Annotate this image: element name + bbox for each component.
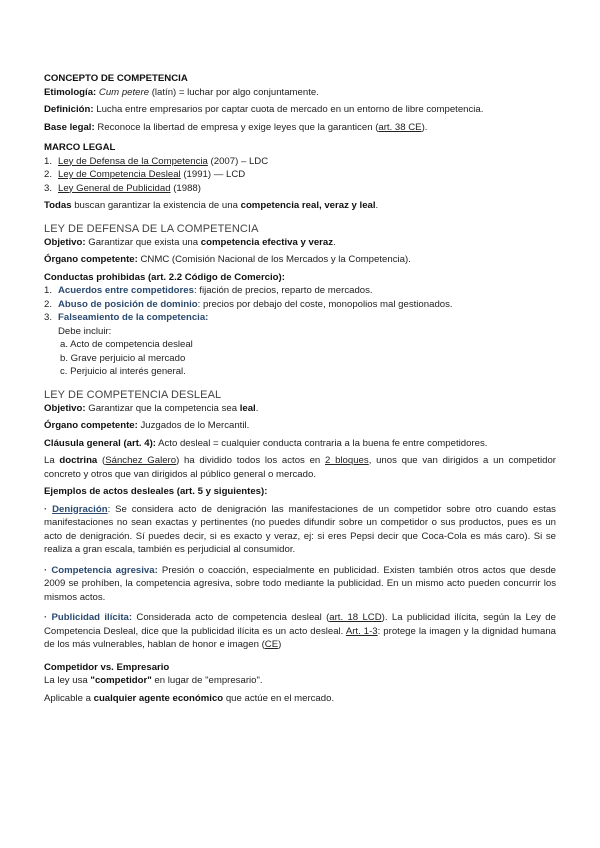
ldc-title: LEY DE DEFENSA DE LA COMPETENCIA [44,222,259,235]
todas-line [44,199,556,213]
lcd-objetivo-end: . [255,402,259,414]
conductas-title: Conductas prohibidas (art. 2.2 Código de Comercio): [44,271,285,283]
doctrina-end: , unos que van dirigidos a un competidor concreto y otros que van dirigidos al público general o mercado. [44,455,556,480]
doctrina-link[interactable]: Sánchez Galero [105,455,177,466]
law-link-lgp[interactable]: Ley General de Publicidad [58,182,171,194]
bullet: · [44,503,53,515]
conducta-label: Abuso de posición de dominio [58,298,198,310]
comp-line1-pre: La ley usa [44,675,91,686]
etimologia-label: Etimología: [44,86,97,98]
sub-item-b: b. Grave perjuicio al mercado [60,352,186,364]
doctrina-open: ( [97,455,106,466]
law-link-lcd[interactable]: Ley de Competencia Desleal [58,169,181,180]
list-number: 1. [44,155,53,167]
publicidad-end: ) [278,639,282,650]
doctrina-paragraph [44,454,556,481]
publicidad-text-3: : protege la imagen y la dignidad humana de los más vulnerables, hablan de honor e imagen ( [44,625,556,650]
conducta-text: : fijación de precios, reparto de mercados. [193,285,373,296]
law-rest: (1988) [170,182,201,194]
ldc-objetivo-end: . [333,236,336,248]
marco-item-1 [44,155,556,169]
debe-incluir: Debe incluir: [58,325,112,337]
etimologia-line [44,86,556,100]
list-number: 3. [44,182,53,194]
publicidad-label: Publicidad ilícita: [51,612,133,623]
denigracion-label[interactable]: Denigración [52,503,108,515]
bullet: · [44,564,52,576]
definicion-text: Lucha entre empresarios por captar cuota de mercado en un entorno de libre competencia. [93,104,484,115]
comp-line1-end: en lugar de "empresario". [151,675,263,686]
base-legal-label: Base legal: [44,121,95,133]
law-link-ldc[interactable]: Ley de Defensa de la Competencia [58,155,208,167]
list-number: 2. [44,298,53,310]
todas-bold: Todas [44,200,72,211]
publicidad-link-2[interactable]: Art. 1-3 [345,625,378,637]
bullet: · [44,612,52,623]
agresiva-label: Competencia agresiva: [51,564,158,576]
conducta-2 [44,298,556,312]
clausula-text: Acto desleal = cualquier conducta contraria a la buena fe entre competidores. [155,437,488,449]
list-number: 1. [44,285,53,296]
list-number: 3. [44,312,53,323]
todas-bold2: competencia real, veraz y leal [240,200,376,211]
comp-line2-bold: cualquier agente económico [93,692,224,704]
etimologia-text: (latín) = luchar por algo conjuntamente. [149,86,319,98]
publicidad-link-3[interactable]: CE [264,639,279,650]
base-legal-text: Reconoce la libertad de empresa y exige leyes que la garanticen ( [94,121,379,133]
ldc-objetivo [44,236,556,250]
ldc-objetivo-bold: competencia efectiva y veraz [200,236,334,248]
list-number: 2. [44,169,53,180]
todas-text: buscan garantizar la existencia de una [71,200,241,211]
publicidad-text: Considerada acto de competencia desleal ( [132,612,330,623]
law-rest: (1991) — LCD [180,169,246,180]
conducta-label: Acuerdos entre competidores [58,285,194,296]
ldc-organo-label: Órgano competente: [44,254,138,265]
base-legal-link[interactable]: art. 38 CE [378,121,422,133]
conducta-text: : precios por debajo del coste, monopolios mal gestionados. [197,298,453,310]
lcd-organo-text: Juzgados de lo Mercantil. [137,420,250,431]
conducta-label: Falseamiento de la competencia: [58,312,209,323]
conducta-3 [44,311,556,325]
lcd-objetivo-bold: leal [239,402,256,414]
ejemplos-title: Ejemplos de actos desleales (art. 5 y siguientes): [44,486,268,497]
ldc-objetivo-text: Garantizar que exista una [85,236,201,248]
publicidad-text-2: ). La publicidad ilícita, según la Ley de Competencia Desleal, dice que la publicidad ilícita es un acto desleal. [44,612,556,637]
sub-item-c: c. Perjuicio al interés general. [60,366,186,377]
denigracion-text: : Se considera acto de denigración las manifestaciones de un competidor sobre otro cuando estas manifestaciones no sean exactas y pertinentes (no puedes difundir sobre un competidor o sus productos, pues es un acto de denigración. Sí puedes decir, si es exacto y veraz, ej: si eres Pepsi decir que Coca-Cola es más caro). Si se realiza a gran escala, también es perjudicial al consumidor. [44,503,556,555]
law-rest: (2007) – LDC [207,155,269,167]
comp-line2-end: que actúe en el mercado. [223,692,335,704]
denigracion-paragraph [44,503,556,557]
publicidad-paragraph [44,611,556,652]
comp-line2-pre: Aplicable a [44,692,94,704]
marco-title: MARCO LEGAL [44,142,116,153]
ldc-objetivo-label: Objetivo: [44,236,86,248]
marco-item-3 [44,182,556,196]
concepto-title: CONCEPTO DE COMPETENCIA [44,73,188,84]
clausula-label: Cláusula general (art. 4): [44,437,156,449]
doctrina-pre: La [44,455,60,466]
doctrina-link-2[interactable]: 2 bloques [325,455,369,466]
lcd-title: LEY DE COMPETENCIA DESLEAL [44,388,222,401]
comp-title: Competidor vs. Empresario [44,661,170,673]
lcd-objetivo-label: Objetivo: [44,402,86,414]
definicion-label: Definición: [44,104,94,115]
comp-line-1 [44,674,556,688]
ldc-organo-text: CNMC (Comisión Nacional de los Mercados y la Competencia). [137,254,411,265]
lcd-organo [44,419,556,433]
lcd-objetivo [44,402,556,416]
lcd-objetivo-text: Garantizar que la competencia sea [85,402,240,414]
conducta-1 [44,284,556,298]
doctrina-bold: doctrina [59,455,98,466]
agresiva-paragraph [44,564,556,605]
ldc-organo [44,253,556,267]
base-legal-end: ). [421,121,428,133]
comp-line-2 [44,692,556,706]
agresiva-text: Presión o coacción, especialmente en publicidad. Existen también otros actos que desde 2009 se prohíben, la competencia agresiva, sobre todo mediante la publicidad. En un mismo acto pueden concurrir los mismos actos. [44,564,556,603]
publicidad-link[interactable]: art. 18 LCD [329,612,382,623]
sub-item-a: a. Acto de competencia desleal [60,339,193,350]
etimologia-italic: Cum petere [98,86,150,98]
comp-line1-bold: "competidor" [90,675,152,686]
document-page [44,72,556,705]
marco-item-2 [44,168,556,182]
todas-end: . [375,200,379,211]
clausula-line [44,437,556,451]
doctrina-mid: ) ha dividido todos los actos en [176,455,325,466]
lcd-organo-label: Órgano competente: [44,420,138,431]
definicion-line [44,103,556,117]
base-legal-line [44,121,556,135]
